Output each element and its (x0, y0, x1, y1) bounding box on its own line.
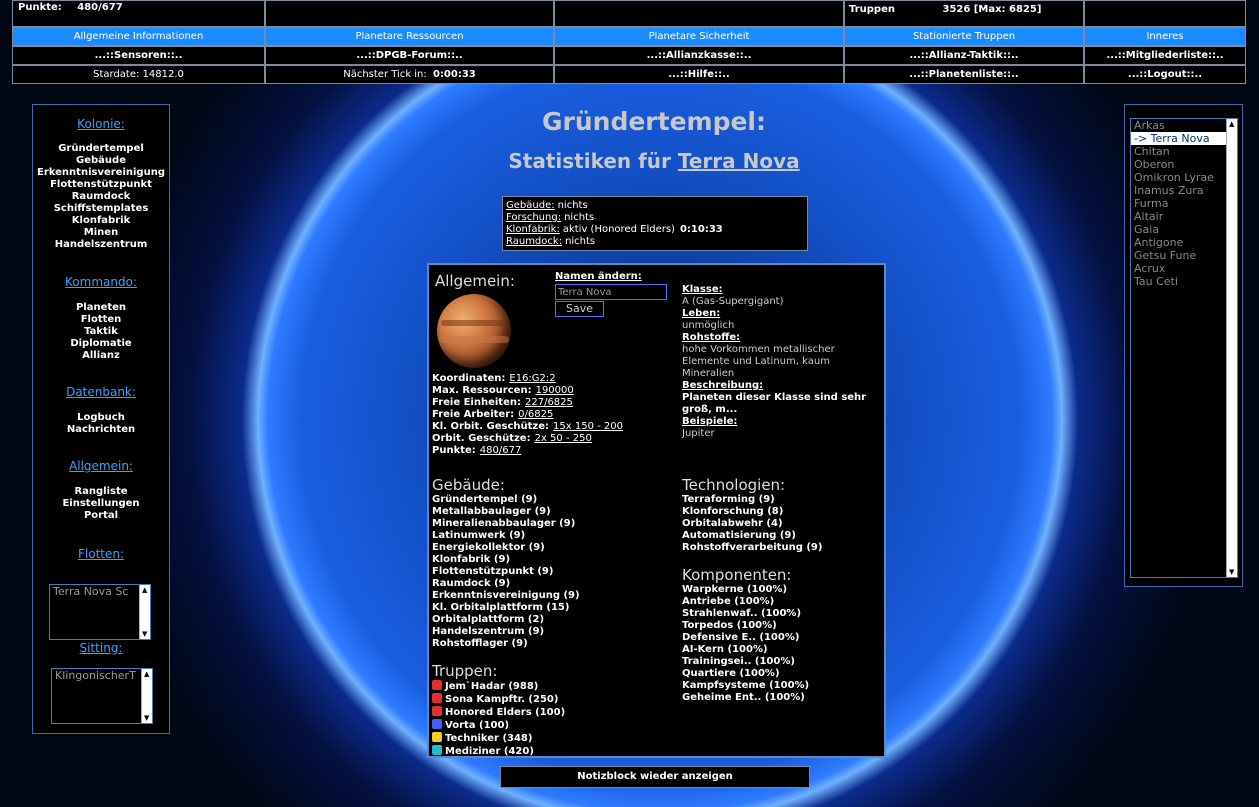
planet-option[interactable]: -> Terra Nova (1131, 132, 1237, 145)
stat-value-link[interactable]: 2x 50 - 250 (534, 433, 592, 444)
sitting-option[interactable]: KlingonischerT (55, 669, 136, 682)
menu-portal[interactable]: Portal (83, 510, 119, 521)
tick-value: 0:00:33 (432, 69, 476, 80)
troop-icon (432, 680, 442, 690)
page-title: Gründertempel: (542, 107, 766, 136)
kommando-heading[interactable]: Kommando: (65, 275, 137, 289)
troop-icon (432, 693, 442, 703)
gebaeude-item: Energiekollektor (9) (432, 542, 545, 553)
kolonie-heading[interactable]: Kolonie: (77, 117, 125, 131)
nav-inneres[interactable]: Inneres (1084, 27, 1246, 46)
status-row (506, 200, 723, 212)
komponenten-heading: Komponenten: (682, 566, 792, 584)
scroll-up-icon[interactable]: ▲ (142, 586, 148, 594)
link-hilfe[interactable]: ...::Hilfe::.. (554, 65, 844, 84)
flotten-listbox[interactable] (49, 584, 151, 640)
menu-planeten[interactable]: Planeten (75, 302, 127, 313)
left-menu-panel (32, 104, 170, 734)
status-value: aktiv (Honored Elders) (562, 224, 675, 235)
info-label: Rohstoffe: (682, 332, 741, 343)
gebaeude-item: Kl. Orbitalplattform (15) (432, 602, 570, 613)
planet-option[interactable]: Altair (1134, 210, 1164, 223)
troop-icon (432, 745, 442, 755)
gebaeude-item: Klonfabrik (9) (432, 554, 511, 565)
truppen-cell (844, 0, 1084, 27)
truppe-item (432, 732, 565, 745)
truppe-item (432, 719, 565, 732)
scroll-down-icon[interactable]: ▼ (144, 714, 150, 722)
stat-label: Koordinaten: (432, 373, 506, 384)
notizblock-button[interactable]: Notizblock wieder anzeigen (500, 766, 810, 788)
komponente-item: Strahlenwaf.. (100%) (682, 608, 802, 619)
stat-value-link[interactable]: E16:G2:2 (509, 373, 556, 384)
top-bar (0, 0, 1259, 86)
info-value: hohe Vorkommen metallischer Elemente und Latinum, kaum Mineralien (682, 344, 835, 379)
punkte-label: Punkte: (18, 2, 62, 13)
komponenten-list (682, 584, 809, 704)
technologien-heading: Technologien: (682, 476, 786, 494)
stat-row (432, 421, 623, 433)
scroll-down-icon[interactable]: ▼ (142, 630, 148, 638)
technologie-item: Orbitalabwehr (4) (682, 518, 783, 529)
menu-flottenstuetzpunkt[interactable]: Flottenstützpunkt (50, 179, 152, 190)
stat-label: Freie Arbeiter: (432, 409, 515, 420)
menu-allianz[interactable]: Allianz (82, 350, 120, 361)
komponente-item: Quartiere (100%) (682, 668, 780, 679)
menu-klonfabrik[interactable]: Klonfabrik (71, 215, 131, 226)
komponente-item: Geheime Ent.. (100%) (682, 692, 805, 703)
tick-cell (265, 65, 554, 84)
planet-band (441, 320, 507, 326)
truppe-name: Sona Kampftr. (250) (445, 694, 559, 705)
status-value: nichts (564, 212, 595, 223)
flotten-scrollbar[interactable] (139, 585, 150, 639)
stat-value-link[interactable]: 15x 150 - 200 (553, 421, 623, 432)
planet-option[interactable]: Getsu Fune (1134, 249, 1197, 262)
menu-erkenntnisvereinigung[interactable]: Erkenntnisvereinigung (37, 167, 165, 178)
flotten-option[interactable]: Terra Nova Sc (53, 585, 129, 598)
sitting-listbox[interactable] (51, 668, 153, 724)
stat-row (432, 397, 623, 409)
troop-icon (432, 706, 442, 716)
truppe-name: Techniker (348) (445, 733, 533, 744)
class-info (682, 284, 874, 440)
planet-option[interactable]: Acrux (1134, 262, 1166, 275)
status-timer: 0:10:33 (679, 224, 723, 235)
truppe-item (432, 680, 565, 693)
top-empty-cell-1 (265, 0, 554, 27)
gebaeude-item: Orbitalplattform (2) (432, 614, 545, 625)
info-label: Klasse: (682, 284, 723, 295)
menu-handelszentrum[interactable]: Handelszentrum (54, 239, 148, 250)
info-label: Leben: (682, 308, 721, 319)
stat-label: Kl. Orbit. Geschütze: (432, 421, 550, 432)
menu-schiffstemplates[interactable]: Schiffstemplates (53, 203, 149, 214)
stat-label: Punkte: (432, 445, 476, 456)
menu-einstellungen[interactable]: Einstellungen (62, 498, 140, 509)
tick-label: Nächster Tick in: (343, 69, 427, 80)
nav-stationierte-truppen[interactable]: Stationierte Truppen (844, 27, 1084, 46)
nav-planetare-ressourcen[interactable]: Planetare Ressourcen (265, 27, 554, 46)
status-row (506, 224, 723, 236)
link-logout[interactable]: ...::Logout::.. (1084, 65, 1246, 84)
scroll-up-icon[interactable]: ▲ (144, 670, 150, 678)
truppe-name: Honored Elders (100) (445, 707, 566, 718)
save-button[interactable]: Save (555, 301, 604, 317)
info-label: Beschreibung: (682, 380, 764, 391)
truppen-heading: Truppen: (432, 662, 498, 680)
planet-option[interactable]: Inamus Zura (1134, 184, 1204, 197)
stat-label: Freie Einheiten: (432, 397, 521, 408)
gebaeude-item: Rohstofflager (9) (432, 638, 528, 649)
gebaeude-item: Metallabbaulager (9) (432, 506, 551, 517)
link-sensoren[interactable]: ...::Sensoren::.. (12, 46, 265, 65)
status-box (502, 196, 808, 251)
planet-band (439, 336, 509, 343)
info-label: Beispiele: (682, 416, 738, 427)
truppen-value: 3526 [Max: 6825] (942, 4, 1042, 15)
status-value: nichts (557, 200, 588, 211)
komponente-item: Antriebe (100%) (682, 596, 775, 607)
flotten-heading[interactable]: Flotten: (77, 547, 125, 561)
sitting-heading[interactable]: Sitting: (79, 641, 123, 655)
planet-option[interactable]: Omikron Lyrae (1134, 171, 1214, 184)
menu-gruendertempel[interactable]: Gründertempel (58, 143, 144, 154)
menu-nachrichten[interactable]: Nachrichten (66, 424, 136, 435)
stat-value-link[interactable]: 0/6825 (518, 409, 554, 420)
stat-row (432, 373, 623, 385)
rename-label: Namen ändern: (555, 271, 642, 282)
planet-option[interactable]: Tau Ceti (1134, 275, 1178, 288)
punkte-value: 480/677 (77, 2, 123, 13)
gebaeude-item: Erkenntnisvereinigung (9) (432, 590, 580, 601)
stat-row (432, 385, 623, 397)
menu-diplomatie[interactable]: Diplomatie (70, 338, 132, 349)
nav-allgemeine-informationen[interactable]: Allgemeine Informationen (12, 27, 265, 46)
allgemein-section-heading: Allgemein: (435, 272, 515, 290)
kommando-menu (33, 302, 169, 362)
gebaeude-item: Raumdock (9) (432, 578, 511, 589)
stat-row (432, 433, 623, 445)
menu-raumdock[interactable]: Raumdock (71, 191, 131, 202)
truppe-name: Mediziner (420) (445, 746, 534, 757)
menu-minen[interactable]: Minen (83, 227, 119, 238)
troop-icon (432, 719, 442, 729)
planet-info-box (427, 263, 886, 758)
gebaeude-item: Flottenstützpunkt (9) (432, 566, 554, 577)
status-list (506, 200, 723, 248)
kolonie-menu (33, 143, 169, 251)
technologie-item: Klonforschung (8) (682, 506, 784, 517)
planet-listbox[interactable] (1130, 118, 1238, 578)
planet-option[interactable]: Arkas (1134, 119, 1165, 132)
menu-logbuch[interactable]: Logbuch (77, 412, 125, 423)
stat-row (432, 445, 623, 457)
allgemein-heading[interactable]: Allgemein: (69, 459, 133, 473)
truppe-item (432, 693, 565, 706)
gebaeude-heading: Gebäude: (432, 476, 505, 494)
planet-image (437, 294, 511, 368)
planet-option[interactable]: Antigone (1134, 236, 1184, 249)
scroll-up-icon[interactable]: ▲ (1229, 120, 1235, 128)
komponente-item: Kampfsysteme (100%) (682, 680, 810, 691)
status-key-link[interactable]: Raumdock: (506, 236, 563, 247)
datenbank-menu (33, 412, 169, 436)
top-empty-cell-3 (1084, 0, 1246, 27)
menu-gebaeude[interactable]: Gebäude (76, 155, 126, 166)
gebaeude-item: Handelszentrum (9) (432, 626, 545, 637)
link-mitgliederliste[interactable]: ...::Mitgliederliste::.. (1084, 46, 1246, 65)
status-value: nichts (565, 236, 596, 247)
gebaeude-item: Mineralienabbaulager (9) (432, 518, 576, 529)
stat-row (432, 409, 623, 421)
rename-input[interactable] (555, 284, 667, 300)
planet-option[interactable]: Chitan (1134, 145, 1170, 158)
truppe-name: Vorta (100) (445, 720, 510, 731)
komponente-item: AI-Kern (100%) (682, 644, 768, 655)
gebaeude-list (432, 494, 580, 650)
sitting-scrollbar[interactable] (141, 669, 152, 723)
info-value: unmöglich (682, 320, 735, 331)
stat-label: Orbit. Geschütze: (432, 433, 531, 444)
menu-taktik[interactable]: Taktik (84, 326, 118, 337)
info-value: A (Gas-Supergigant) (682, 296, 784, 307)
info-value: Planeten dieser Klasse sind sehr groß, m... (682, 392, 867, 415)
planet-option[interactable]: Oberon (1134, 158, 1175, 171)
subtitle-prefix: Statistiken für (508, 149, 671, 173)
technologie-item: Rohstoffverarbeitung (9) (682, 542, 823, 553)
planet-list-panel (1124, 104, 1243, 587)
truppen-list (432, 680, 565, 758)
gebaeude-item: Latinumwerk (9) (432, 530, 526, 541)
planet-option[interactable]: Furma (1134, 197, 1169, 210)
stardate: Stardate: 14812.0 (12, 65, 265, 84)
subtitle-planet-link[interactable]: Terra Nova (677, 149, 800, 173)
stat-value-link[interactable]: 190000 (535, 385, 574, 396)
technologie-item: Automatisierung (9) (682, 530, 796, 541)
komponente-item: Torpedos (100%) (682, 620, 777, 631)
planet-option[interactable]: Gaia (1134, 223, 1160, 236)
status-key-link[interactable]: Gebäude: (506, 200, 555, 211)
link-planetenliste[interactable]: ...::Planetenliste::.. (844, 65, 1084, 84)
technologien-list (682, 494, 822, 554)
planet-scrollbar[interactable] (1226, 119, 1237, 577)
info-value: Jupiter (682, 428, 715, 439)
top-empty-cell-2 (554, 0, 844, 27)
komponente-item: Defensive E.. (100%) (682, 632, 800, 643)
status-key-link[interactable]: Forschung: (506, 212, 562, 223)
komponente-item: Trainingsei.. (100%) (682, 656, 795, 667)
gebaeude-item: Gründertempel (9) (432, 494, 538, 505)
datenbank-heading[interactable]: Datenbank: (66, 385, 136, 399)
stat-value-link[interactable]: 480/677 (479, 445, 522, 456)
nav-planetare-sicherheit[interactable]: Planetare Sicherheit (554, 27, 844, 46)
stat-value-link[interactable]: 227/6825 (524, 397, 573, 408)
truppe-name: Jem`Hadar (988) (445, 681, 539, 692)
status-key-link[interactable]: Klonfabrik: (506, 224, 560, 235)
troop-icon (432, 732, 442, 742)
punkte-cell (12, 0, 265, 27)
truppe-item (432, 745, 565, 758)
scroll-down-icon[interactable]: ▼ (1229, 568, 1235, 576)
stat-label: Max. Ressourcen: (432, 385, 532, 396)
link-allianz-taktik[interactable]: ...::Allianz-Taktik::.. (844, 46, 1084, 65)
technologie-item: Terraforming (9) (682, 494, 775, 505)
truppen-label: Truppen (849, 4, 895, 15)
link-dpgb-forum[interactable]: ...::DPGB-Forum::.. (265, 46, 554, 65)
menu-flotten[interactable]: Flotten (80, 314, 122, 325)
menu-rangliste[interactable]: Rangliste (74, 486, 128, 497)
link-allianzkasse[interactable]: ...::Allianzkasse::.. (554, 46, 844, 65)
komponente-item: Warpkerne (100%) (682, 584, 788, 595)
status-row (506, 212, 723, 224)
stats-list (432, 373, 623, 457)
status-row (506, 236, 723, 248)
truppe-item (432, 706, 565, 719)
allgemein-menu (33, 486, 169, 522)
page-subtitle (426, 149, 882, 173)
